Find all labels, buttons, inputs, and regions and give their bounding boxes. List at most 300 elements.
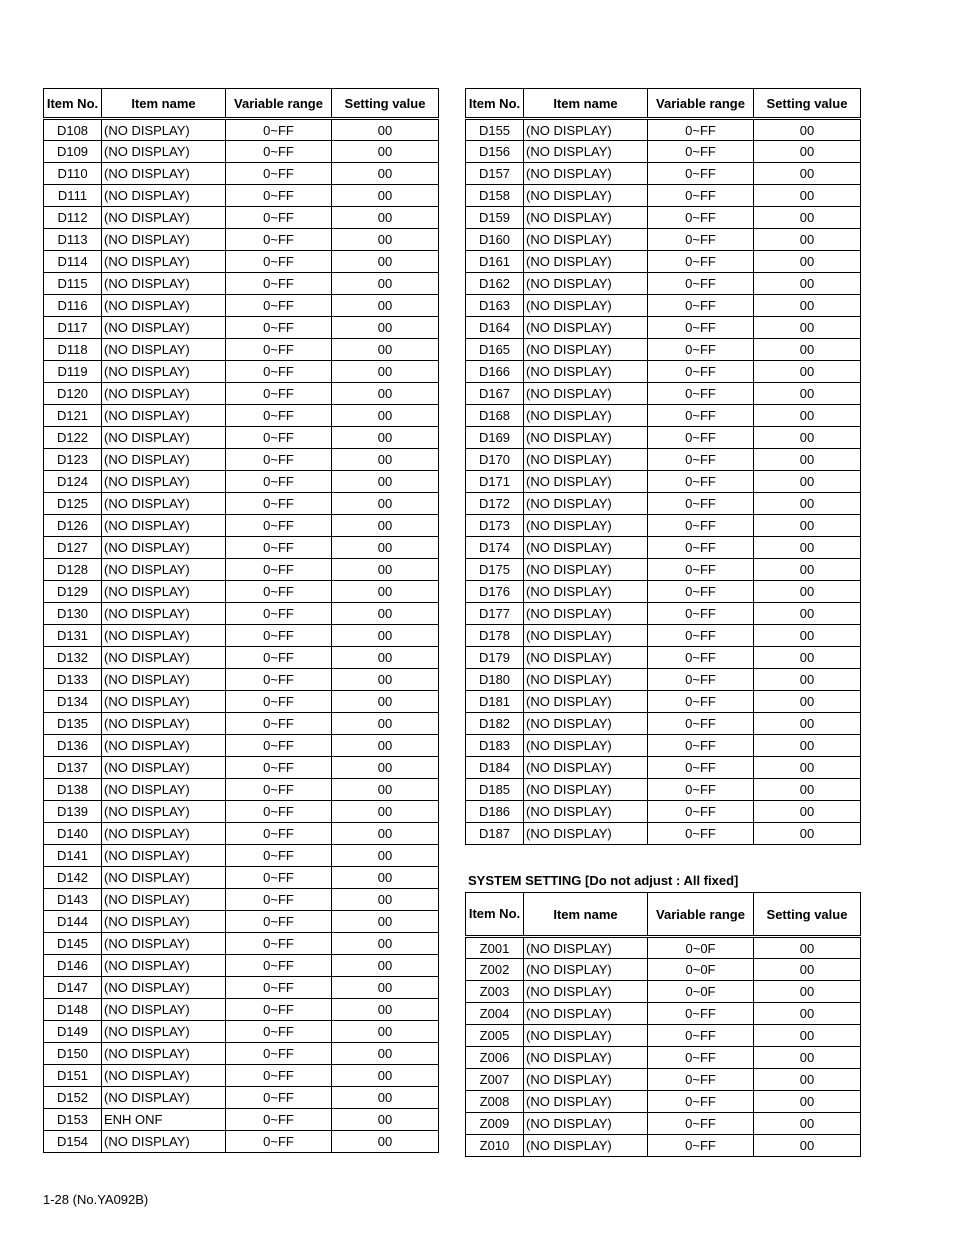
- variable-range-cell: 0~FF: [226, 559, 332, 581]
- variable-range-cell: 0~FF: [648, 163, 754, 185]
- table-row: [44, 889, 439, 911]
- variable-range-cell: 0~FF: [648, 1135, 754, 1157]
- setting-value-cell: 00: [754, 537, 861, 559]
- table-row: [44, 163, 439, 185]
- item-name-cell: (NO DISPLAY): [524, 937, 648, 959]
- table-row: [466, 229, 861, 251]
- item-no-cell: D121: [44, 405, 102, 427]
- table-row: [44, 185, 439, 207]
- table-row: [466, 449, 861, 471]
- table-row: [44, 559, 439, 581]
- item-name-cell: (NO DISPLAY): [102, 955, 226, 977]
- variable-range-cell: 0~FF: [226, 757, 332, 779]
- header-variable-range: Variable range: [648, 89, 754, 119]
- table-row: [44, 669, 439, 691]
- variable-range-cell: 0~FF: [648, 471, 754, 493]
- variable-range-cell: 0~FF: [226, 845, 332, 867]
- item-no-cell: D174: [466, 537, 524, 559]
- table-row: [44, 229, 439, 251]
- item-no-cell: D133: [44, 669, 102, 691]
- table-row: [466, 163, 861, 185]
- item-name-cell: (NO DISPLAY): [524, 229, 648, 251]
- item-no-cell: D165: [466, 339, 524, 361]
- item-name-cell: (NO DISPLAY): [102, 933, 226, 955]
- table-row: [44, 493, 439, 515]
- setting-value-cell: 00: [332, 735, 439, 757]
- table-row: [466, 669, 861, 691]
- variable-range-cell: 0~FF: [648, 735, 754, 757]
- item-no-cell: D120: [44, 383, 102, 405]
- item-name-cell: (NO DISPLAY): [102, 911, 226, 933]
- item-name-cell: (NO DISPLAY): [524, 1091, 648, 1113]
- item-name-cell: (NO DISPLAY): [102, 383, 226, 405]
- variable-range-cell: 0~FF: [226, 889, 332, 911]
- variable-range-cell: 0~FF: [226, 823, 332, 845]
- setting-value-cell: 00: [332, 163, 439, 185]
- variable-range-cell: 0~FF: [648, 273, 754, 295]
- setting-value-cell: 00: [332, 273, 439, 295]
- table-row: [466, 493, 861, 515]
- setting-value-cell: 00: [332, 603, 439, 625]
- table-row: [466, 405, 861, 427]
- item-no-cell: D125: [44, 493, 102, 515]
- variable-range-cell: 0~FF: [648, 361, 754, 383]
- setting-value-cell: 00: [332, 1065, 439, 1087]
- item-no-cell: D157: [466, 163, 524, 185]
- item-name-cell: (NO DISPLAY): [524, 119, 648, 141]
- item-no-cell: Z009: [466, 1113, 524, 1135]
- setting-value-cell: 00: [754, 493, 861, 515]
- system-setting-caption: SYSTEM SETTING [Do not adjust : All fixed]: [468, 873, 739, 888]
- item-name-cell: (NO DISPLAY): [102, 581, 226, 603]
- item-no-cell: D112: [44, 207, 102, 229]
- item-name-cell: (NO DISPLAY): [102, 559, 226, 581]
- table-row: [466, 559, 861, 581]
- item-name-cell: (NO DISPLAY): [102, 515, 226, 537]
- setting-value-cell: 00: [332, 713, 439, 735]
- variable-range-cell: 0~FF: [648, 1003, 754, 1025]
- page-footer: 1-28 (No.YA092B): [43, 1192, 149, 1207]
- item-no-cell: D138: [44, 779, 102, 801]
- variable-range-cell: 0~FF: [226, 119, 332, 141]
- variable-range-cell: 0~FF: [648, 801, 754, 823]
- item-name-cell: (NO DISPLAY): [524, 449, 648, 471]
- item-no-cell: D162: [466, 273, 524, 295]
- setting-value-cell: 00: [754, 207, 861, 229]
- setting-value-cell: 00: [332, 339, 439, 361]
- header-variable-range: Variable range: [648, 893, 754, 937]
- table-row: [44, 251, 439, 273]
- variable-range-cell: 0~FF: [648, 1113, 754, 1135]
- setting-value-cell: 00: [332, 1043, 439, 1065]
- variable-range-cell: 0~FF: [226, 361, 332, 383]
- item-name-cell: (NO DISPLAY): [524, 537, 648, 559]
- setting-value-cell: 00: [754, 603, 861, 625]
- table-row: [466, 713, 861, 735]
- setting-value-cell: 00: [754, 1069, 861, 1091]
- item-name-cell: (NO DISPLAY): [524, 691, 648, 713]
- setting-value-cell: 00: [754, 317, 861, 339]
- item-name-cell: (NO DISPLAY): [102, 691, 226, 713]
- setting-value-cell: 00: [332, 493, 439, 515]
- item-name-cell: (NO DISPLAY): [524, 471, 648, 493]
- table-row: [466, 1091, 861, 1113]
- setting-value-cell: 00: [754, 295, 861, 317]
- setting-value-cell: 00: [754, 647, 861, 669]
- table-row: [466, 273, 861, 295]
- table-row: [44, 1109, 439, 1131]
- system-settings-table: [465, 892, 861, 1157]
- item-name-cell: (NO DISPLAY): [102, 119, 226, 141]
- header-setting-value: Setting value: [754, 89, 861, 119]
- table-row: [466, 779, 861, 801]
- variable-range-cell: 0~FF: [226, 207, 332, 229]
- item-no-cell: D114: [44, 251, 102, 273]
- table-row: [466, 383, 861, 405]
- variable-range-cell: 0~FF: [226, 1109, 332, 1131]
- setting-value-cell: 00: [754, 801, 861, 823]
- variable-range-cell: 0~FF: [226, 955, 332, 977]
- item-no-cell: Z004: [466, 1003, 524, 1025]
- variable-range-cell: 0~FF: [648, 493, 754, 515]
- variable-range-cell: 0~FF: [226, 735, 332, 757]
- item-name-cell: (NO DISPLAY): [102, 1131, 226, 1153]
- variable-range-cell: 0~FF: [648, 669, 754, 691]
- setting-value-cell: 00: [332, 141, 439, 163]
- header-setting-value: Setting value: [332, 89, 439, 119]
- setting-value-cell: 00: [332, 559, 439, 581]
- variable-range-cell: 0~FF: [226, 405, 332, 427]
- right-table-body: [466, 119, 861, 845]
- item-name-cell: (NO DISPLAY): [524, 493, 648, 515]
- item-name-cell: (NO DISPLAY): [524, 141, 648, 163]
- item-name-cell: (NO DISPLAY): [102, 405, 226, 427]
- variable-range-cell: 0~FF: [648, 823, 754, 845]
- table-row: [44, 515, 439, 537]
- setting-value-cell: 00: [754, 229, 861, 251]
- variable-range-cell: 0~FF: [648, 581, 754, 603]
- table-row: [44, 537, 439, 559]
- setting-value-cell: 00: [754, 779, 861, 801]
- item-no-cell: D149: [44, 1021, 102, 1043]
- item-no-cell: D178: [466, 625, 524, 647]
- setting-value-cell: 00: [332, 691, 439, 713]
- table-row: [466, 1003, 861, 1025]
- item-no-cell: D173: [466, 515, 524, 537]
- variable-range-cell: 0~FF: [648, 559, 754, 581]
- table-row: [44, 1021, 439, 1043]
- item-no-cell: D127: [44, 537, 102, 559]
- item-name-cell: (NO DISPLAY): [524, 1047, 648, 1069]
- variable-range-cell: 0~FF: [226, 317, 332, 339]
- item-name-cell: (NO DISPLAY): [102, 361, 226, 383]
- table-row: [466, 691, 861, 713]
- table-row: [44, 339, 439, 361]
- table-row: [466, 625, 861, 647]
- setting-value-cell: 00: [332, 999, 439, 1021]
- table-row: [466, 251, 861, 273]
- variable-range-cell: 0~FF: [226, 801, 332, 823]
- table-row: [44, 801, 439, 823]
- header-item-name: Item name: [524, 89, 648, 119]
- table-row: [44, 1065, 439, 1087]
- setting-value-cell: 00: [332, 119, 439, 141]
- setting-value-cell: 00: [754, 361, 861, 383]
- variable-range-cell: 0~0F: [648, 959, 754, 981]
- variable-range-cell: 0~FF: [226, 581, 332, 603]
- variable-range-cell: 0~FF: [648, 141, 754, 163]
- variable-range-cell: 0~FF: [226, 779, 332, 801]
- setting-value-cell: 00: [754, 625, 861, 647]
- item-no-cell: Z005: [466, 1025, 524, 1047]
- item-no-cell: D181: [466, 691, 524, 713]
- item-no-cell: D134: [44, 691, 102, 713]
- variable-range-cell: 0~FF: [226, 185, 332, 207]
- header-item-name: Item name: [102, 89, 226, 119]
- item-name-cell: (NO DISPLAY): [524, 1135, 648, 1157]
- setting-value-cell: 00: [754, 1047, 861, 1069]
- setting-value-cell: 00: [754, 163, 861, 185]
- item-name-cell: (NO DISPLAY): [102, 163, 226, 185]
- item-name-cell: (NO DISPLAY): [524, 559, 648, 581]
- table-row: [44, 779, 439, 801]
- setting-value-cell: 00: [754, 383, 861, 405]
- table-row: [466, 1135, 861, 1157]
- item-name-cell: (NO DISPLAY): [102, 427, 226, 449]
- header-variable-range: Variable range: [226, 89, 332, 119]
- setting-value-cell: 00: [754, 757, 861, 779]
- variable-range-cell: 0~FF: [226, 977, 332, 999]
- item-name-cell: (NO DISPLAY): [524, 1069, 648, 1091]
- system-table-body: [466, 937, 861, 1157]
- item-no-cell: Z006: [466, 1047, 524, 1069]
- table-row: [44, 449, 439, 471]
- item-name-cell: (NO DISPLAY): [102, 1065, 226, 1087]
- item-name-cell: (NO DISPLAY): [102, 889, 226, 911]
- item-no-cell: Z001: [466, 937, 524, 959]
- item-name-cell: (NO DISPLAY): [524, 801, 648, 823]
- variable-range-cell: 0~FF: [226, 427, 332, 449]
- variable-range-cell: 0~FF: [226, 911, 332, 933]
- item-no-cell: D171: [466, 471, 524, 493]
- variable-range-cell: 0~FF: [226, 295, 332, 317]
- item-name-cell: (NO DISPLAY): [102, 537, 226, 559]
- item-no-cell: D163: [466, 295, 524, 317]
- item-no-cell: Z008: [466, 1091, 524, 1113]
- item-name-cell: (NO DISPLAY): [524, 207, 648, 229]
- variable-range-cell: 0~FF: [648, 779, 754, 801]
- table-row: [44, 581, 439, 603]
- item-name-cell: (NO DISPLAY): [524, 405, 648, 427]
- setting-value-cell: 00: [332, 295, 439, 317]
- setting-value-cell: 00: [332, 1087, 439, 1109]
- setting-value-cell: 00: [754, 1091, 861, 1113]
- item-no-cell: Z003: [466, 981, 524, 1003]
- setting-value-cell: 00: [754, 959, 861, 981]
- item-no-cell: D143: [44, 889, 102, 911]
- table-row: [44, 999, 439, 1021]
- setting-value-cell: 00: [332, 647, 439, 669]
- item-name-cell: (NO DISPLAY): [524, 757, 648, 779]
- item-name-cell: (NO DISPLAY): [524, 317, 648, 339]
- table-row: [466, 185, 861, 207]
- item-no-cell: D158: [466, 185, 524, 207]
- variable-range-cell: 0~FF: [648, 427, 754, 449]
- table-row: [466, 581, 861, 603]
- table-row: [466, 141, 861, 163]
- item-no-cell: D170: [466, 449, 524, 471]
- item-no-cell: D156: [466, 141, 524, 163]
- table-row: [466, 735, 861, 757]
- variable-range-cell: 0~FF: [648, 1091, 754, 1113]
- table-row: [466, 119, 861, 141]
- table-row: [466, 757, 861, 779]
- setting-value-cell: 00: [754, 427, 861, 449]
- item-name-cell: (NO DISPLAY): [102, 1021, 226, 1043]
- setting-value-cell: 00: [754, 981, 861, 1003]
- item-no-cell: D161: [466, 251, 524, 273]
- item-no-cell: D122: [44, 427, 102, 449]
- header-item-no: Item No.: [466, 89, 524, 119]
- variable-range-cell: 0~FF: [226, 647, 332, 669]
- item-name-cell: (NO DISPLAY): [524, 981, 648, 1003]
- setting-value-cell: 00: [332, 471, 439, 493]
- variable-range-cell: 0~FF: [648, 229, 754, 251]
- variable-range-cell: 0~FF: [648, 251, 754, 273]
- item-no-cell: D111: [44, 185, 102, 207]
- variable-range-cell: 0~FF: [648, 207, 754, 229]
- table-row: [466, 515, 861, 537]
- table-row: [44, 933, 439, 955]
- item-name-cell: (NO DISPLAY): [102, 493, 226, 515]
- item-no-cell: D168: [466, 405, 524, 427]
- table-row: [466, 361, 861, 383]
- item-no-cell: D159: [466, 207, 524, 229]
- item-no-cell: D132: [44, 647, 102, 669]
- variable-range-cell: 0~FF: [226, 251, 332, 273]
- setting-value-cell: 00: [332, 1021, 439, 1043]
- item-no-cell: D124: [44, 471, 102, 493]
- item-name-cell: (NO DISPLAY): [102, 713, 226, 735]
- setting-value-cell: 00: [754, 669, 861, 691]
- setting-value-cell: 00: [332, 955, 439, 977]
- setting-value-cell: 00: [754, 823, 861, 845]
- variable-range-cell: 0~FF: [226, 867, 332, 889]
- item-name-cell: (NO DISPLAY): [524, 959, 648, 981]
- item-no-cell: D126: [44, 515, 102, 537]
- item-name-cell: (NO DISPLAY): [102, 867, 226, 889]
- item-no-cell: D144: [44, 911, 102, 933]
- item-name-cell: (NO DISPLAY): [524, 669, 648, 691]
- setting-value-cell: 00: [754, 1003, 861, 1025]
- table-row: [466, 1025, 861, 1047]
- item-name-cell: (NO DISPLAY): [524, 163, 648, 185]
- item-name-cell: (NO DISPLAY): [524, 1113, 648, 1135]
- item-name-cell: (NO DISPLAY): [102, 251, 226, 273]
- item-no-cell: D182: [466, 713, 524, 735]
- item-name-cell: (NO DISPLAY): [102, 757, 226, 779]
- setting-value-cell: 00: [332, 801, 439, 823]
- item-name-cell: (NO DISPLAY): [102, 471, 226, 493]
- variable-range-cell: 0~FF: [648, 405, 754, 427]
- table-row: [44, 713, 439, 735]
- item-name-cell: (NO DISPLAY): [524, 361, 648, 383]
- item-name-cell: (NO DISPLAY): [102, 317, 226, 339]
- setting-value-cell: 00: [332, 933, 439, 955]
- left-settings-table: [43, 88, 439, 1153]
- item-no-cell: D179: [466, 647, 524, 669]
- variable-range-cell: 0~FF: [648, 625, 754, 647]
- item-no-cell: D109: [44, 141, 102, 163]
- table-row: [466, 823, 861, 845]
- variable-range-cell: 0~FF: [226, 1087, 332, 1109]
- variable-range-cell: 0~FF: [226, 625, 332, 647]
- table-row: [44, 1087, 439, 1109]
- setting-value-cell: 00: [332, 207, 439, 229]
- setting-value-cell: 00: [332, 581, 439, 603]
- item-no-cell: D119: [44, 361, 102, 383]
- setting-value-cell: 00: [754, 937, 861, 959]
- item-name-cell: (NO DISPLAY): [102, 1087, 226, 1109]
- setting-value-cell: 00: [332, 229, 439, 251]
- item-name-cell: (NO DISPLAY): [102, 141, 226, 163]
- setting-value-cell: 00: [754, 515, 861, 537]
- item-name-cell: (NO DISPLAY): [524, 251, 648, 273]
- item-name-cell: (NO DISPLAY): [102, 449, 226, 471]
- header-setting-value: Setting value: [754, 893, 861, 937]
- item-name-cell: (NO DISPLAY): [102, 999, 226, 1021]
- table-row: [44, 361, 439, 383]
- table-row: [466, 801, 861, 823]
- table-row: [44, 471, 439, 493]
- item-name-cell: (NO DISPLAY): [524, 1003, 648, 1025]
- item-name-cell: ENH ONF: [102, 1109, 226, 1131]
- item-no-cell: D184: [466, 757, 524, 779]
- table-row: [44, 911, 439, 933]
- table-row: [466, 317, 861, 339]
- item-no-cell: D113: [44, 229, 102, 251]
- item-no-cell: D155: [466, 119, 524, 141]
- item-no-cell: D116: [44, 295, 102, 317]
- setting-value-cell: 00: [332, 317, 439, 339]
- setting-value-cell: 00: [754, 691, 861, 713]
- variable-range-cell: 0~FF: [648, 449, 754, 471]
- variable-range-cell: 0~FF: [226, 339, 332, 361]
- item-name-cell: (NO DISPLAY): [102, 735, 226, 757]
- header-item-name: Item name: [524, 893, 648, 937]
- variable-range-cell: 0~FF: [226, 163, 332, 185]
- item-name-cell: (NO DISPLAY): [524, 427, 648, 449]
- variable-range-cell: 0~FF: [648, 317, 754, 339]
- setting-value-cell: 00: [332, 845, 439, 867]
- table-row: [466, 207, 861, 229]
- setting-value-cell: 00: [332, 449, 439, 471]
- variable-range-cell: 0~FF: [648, 119, 754, 141]
- variable-range-cell: 0~FF: [226, 713, 332, 735]
- item-name-cell: (NO DISPLAY): [102, 669, 226, 691]
- variable-range-cell: 0~FF: [648, 295, 754, 317]
- setting-value-cell: 00: [754, 559, 861, 581]
- table-row: [466, 937, 861, 959]
- item-name-cell: (NO DISPLAY): [524, 515, 648, 537]
- variable-range-cell: 0~FF: [648, 537, 754, 559]
- item-no-cell: D175: [466, 559, 524, 581]
- item-no-cell: D186: [466, 801, 524, 823]
- item-no-cell: D123: [44, 449, 102, 471]
- variable-range-cell: 0~FF: [226, 669, 332, 691]
- table-row: [44, 273, 439, 295]
- setting-value-cell: 00: [754, 251, 861, 273]
